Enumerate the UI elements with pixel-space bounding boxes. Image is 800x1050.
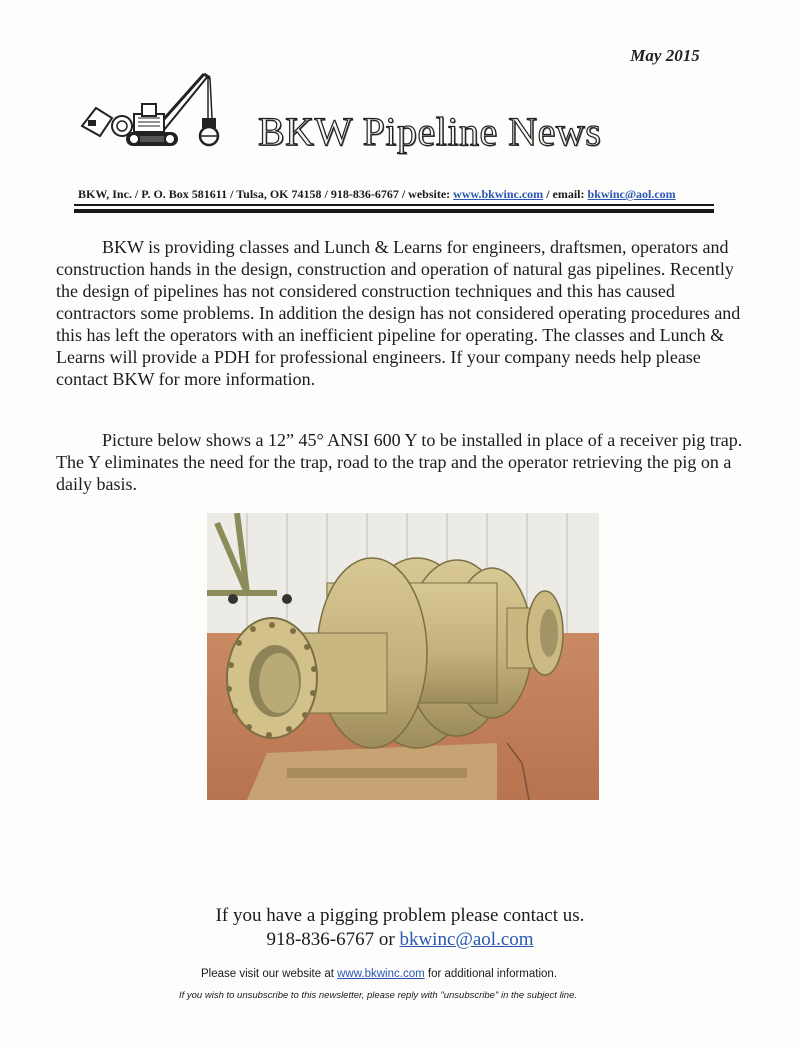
header-divider-thin — [74, 204, 714, 206]
visit-prefix: Please visit our website at — [200, 968, 338, 980]
cta-phone: 918-836-6767 or — [266, 929, 400, 950]
visit-website-line — [0, 968, 758, 980]
cta-email-link[interactable]: bkwinc@aol.com — [399, 929, 534, 950]
sideboom-pipelayer-logo — [78, 66, 228, 164]
website-link[interactable]: www.bkwinc.com — [453, 187, 544, 201]
footer-website-link[interactable]: www.bkwinc.com — [337, 968, 425, 980]
contact-info-line — [78, 187, 728, 202]
email-label: / email: — [543, 187, 588, 201]
picture-description-paragraph — [56, 429, 756, 495]
picture-description-text: Picture below shows a 12” 45° ANSI 600 Y to be installed in place of a receiver pig trap. The Y eliminates the need for the trap, road to the trap and the operator retrieving the pig on a daily basis. — [56, 430, 743, 494]
cta-contact-line — [0, 929, 800, 951]
newsletter-title: BKW Pipeline News — [258, 109, 602, 154]
pigging-cta: If you have a pigging problem please contact us. — [215, 905, 585, 926]
intro-paragraph-text: BKW is providing classes and Lunch & Learns for engineers, draftsmen, operators and construction hands in the design, construction and operation of natural gas pipelines. Recently the design of pipelines has not considered construction techniques and this has caused contractors some problems. In addition the design has not considered operating procedures and this has left the operators with an inefficient pipeline for operating. The classes and Lunch & Learns will provide a PDH for professional engineers. If your company needs help please contact BKW for more information. — [56, 237, 741, 389]
email-link[interactable]: bkwinc@aol.com — [587, 187, 676, 201]
intro-paragraph — [56, 236, 756, 390]
contact-address: BKW, Inc. / P. O. Box 581611 / Tulsa, OK 74158 / 918-836-6767 / website: — [78, 187, 454, 201]
visit-suffix: for additional information. — [424, 968, 558, 980]
header-divider-thick — [74, 209, 714, 213]
newsletter-date: May 2015 — [630, 46, 700, 65]
wye-fitting-photo — [207, 513, 599, 800]
unsubscribe-note: If you wish to unsubscribe to this newsletter, please reply with "unsubscribe" in the subject line. — [178, 990, 578, 1001]
